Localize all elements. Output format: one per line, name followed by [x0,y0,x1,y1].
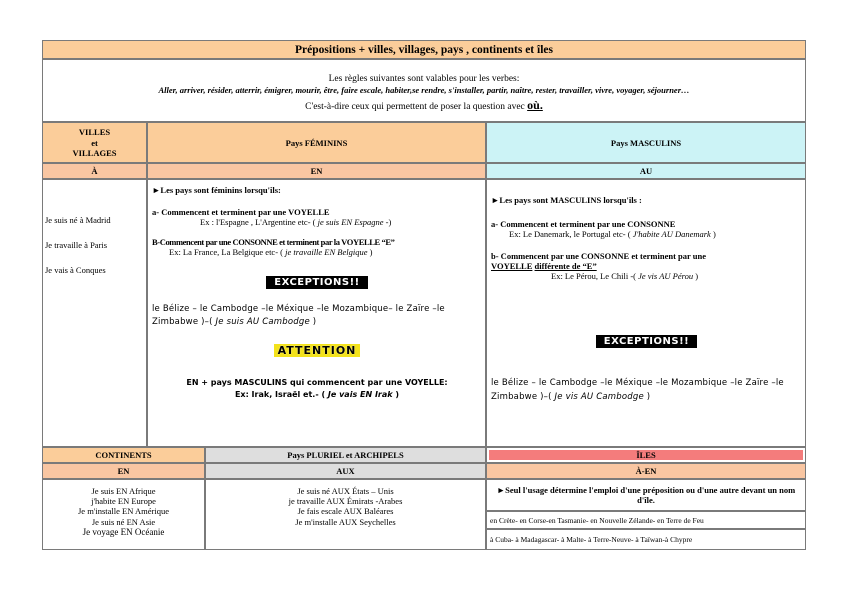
iles-a-examples: à Cuba- à Madagascar- à Malte- à Terre-Neuve- à Taïwan-à Chypre [486,529,806,550]
attention-text [152,377,482,401]
masculins-example-b-end: ) [695,271,699,281]
attention-example-end: ) [395,390,400,400]
masculins-exceptions-sentence: Je vis AU Cambodge [554,391,644,402]
feminins-example-a [152,217,482,227]
prep-continents [42,463,205,479]
feminins-rules [147,179,486,447]
page-title [42,40,806,59]
prep-continents-label: EN [117,466,130,476]
masculins-exceptions-label: EXCEPTIONS!! [596,335,697,348]
iles-en-examples: en Crète- en Corse-en Tasmanie- en Nouvelle Zélande- en Terre de Feu [486,511,806,529]
intro-verbs: Aller, arriver, résider, atterrir, émigrer, mourir, être, faire escale, habiter,se rendre, s'installer, partir, naître, rester, travailler, vivre, voyager, séjourner… [158,85,690,95]
feminins-exceptions-label: EXCEPTIONS!! [266,276,367,289]
feminins-exceptions-text [152,303,482,329]
intro-question-text: C'est-à-dire ceux qui permettent de poser la question avec [305,102,525,112]
continent-example: Je m'installe EN Amérique [78,506,169,517]
masculins-rule-b-difference: différente de “E” [534,261,597,271]
intro-block [42,59,806,122]
attention-rule: EN + pays MASCULINS qui commencent par une VOYELLE: [186,378,448,388]
prep-feminins [147,163,486,179]
pluriel-example: je travaille AUX Émirats -Arabes [288,496,403,507]
page-title-text: Prépositions + villes, villages, pays , continents et îles [295,43,553,56]
header-feminins-label: Pays FÉMININS [285,137,348,148]
prep-feminins-label: EN [310,166,323,176]
header-pluriel-label: Pays PLURIEL et ARCHIPELS [287,450,404,460]
continents-examples [42,479,205,550]
pluriel-example: Je fais escale AUX Baléares [297,506,394,517]
feminins-example-b-sentence: je travaille EN Belgique [285,247,368,257]
feminins-example-a-end: -) [385,217,392,227]
feminins-example-b-text: Ex: La France, La Belgique etc- ( [169,247,283,257]
prep-masculins [486,163,806,179]
pluriel-example: Je suis né AUX États – Unis [297,486,394,496]
feminins-exceptions-sentence: Je suis AU Cambodge [215,317,310,328]
prep-iles-label: À-EN [635,466,657,476]
feminins-example-a-text: Ex : l'Espagne , L'Argentine etc- ( [200,217,316,227]
intro-question-word: où. [527,98,543,112]
prep-iles [486,463,806,479]
prep-pluriel-label: AUX [336,466,355,476]
feminins-example-b-end: ) [369,247,373,257]
feminins-intro: ►Les pays sont féminins lorsqu'ils: [152,185,281,195]
pluriel-examples [205,479,486,550]
masculins-rule-a: a- Commencent et terminent par une CONSONNE [491,219,676,229]
masculins-example-a [491,229,802,239]
attention-example-text: Ex: Irak, Israël et.- ( [234,390,326,400]
feminins-exceptions-end: ) [312,317,317,328]
feminins-exceptions-list: le Bélize – le Cambodge –le Méxique –le Mozambique– le Zaïre –le Zimbabwe )–( [152,304,445,328]
pluriel-example: Je m'installe AUX Seychelles [295,516,396,527]
attention-example [152,389,482,401]
attention-label: ATTENTION [274,344,361,357]
header-masculins [486,122,806,163]
masculins-rule-b-line1: b- Commencent par une CONSONNE et terminent par une [491,251,707,261]
intro-line: Les règles suivantes sont valables pour les verbes: [328,74,520,84]
header-iles-label: ÎLES [636,450,656,460]
continent-example: Je suis EN Afrique [91,486,156,496]
feminins-example-a-sentence: je suis EN Espagne [317,217,384,227]
prep-villes-label: À [91,166,98,176]
header-villes: VILLES et VILLAGES [42,122,147,163]
masculins-rules [486,179,806,447]
prep-pluriel [205,463,486,479]
attention-example-sentence: Je vais EN Irak [327,390,393,400]
masculins-rule-b [491,251,802,271]
prep-masculins-label: AU [639,166,653,176]
masculins-example-b [491,271,802,281]
header-iles [486,447,806,463]
iles-rule: ►Seul l'usage détermine l'emploi d'une préposition ou d'une autre devant un nom d'île. [486,479,806,511]
continent-example: Je voyage EN Océanie [82,526,165,537]
prep-villes [42,163,147,179]
continent-example: Je suis né EN Asie [91,516,156,527]
masculins-exceptions-text [491,377,802,404]
villes-examples [42,179,147,447]
masculins-example-a-sentence: J'habite AU Danemark [632,229,711,239]
villes-example: Je travaille à Paris [45,240,108,250]
feminins-example-b [152,247,482,257]
masculins-rule-b-voyelle: VOYELLE [491,261,533,271]
villes-example: Je vais à Conques [45,265,106,275]
header-pluriel [205,447,486,463]
masculins-rule-b-line2 [491,261,802,271]
header-masculins-label: Pays MASCULINS [610,137,682,148]
masculins-intro: ►Les pays sont MASCULINS lorsqu'ils : [491,195,642,205]
masculins-example-b-text: Ex: Le Pérou, Le Chili -( [551,271,636,281]
masculins-example-b-sentence: Je vis AU Pérou [638,271,694,281]
masculins-example-a-text: Ex: Le Danemark, le Portugal etc- ( [509,229,631,239]
header-continents-label: CONTINENTS [95,450,152,460]
continent-example: j'habite EN Europe [91,496,156,507]
feminins-rule-a: a- Commencent et terminent par une VOYELLE [152,207,330,217]
masculins-exceptions-end: ) [646,391,651,402]
feminins-rule-b: B-Commencent par une CONSONNE et terminent par la VOYELLE “E” [152,237,395,247]
header-feminins [147,122,486,163]
masculins-example-a-end: ) [712,229,716,239]
villes-example: Je suis né à Madrid [45,215,111,225]
masculins-exceptions-list: le Bélize – le Cambodge –le Méxique –le Mozambique –le Zaïre –le Zimbabwe )–( [491,378,784,402]
intro-question [43,98,805,113]
header-continents [42,447,205,463]
